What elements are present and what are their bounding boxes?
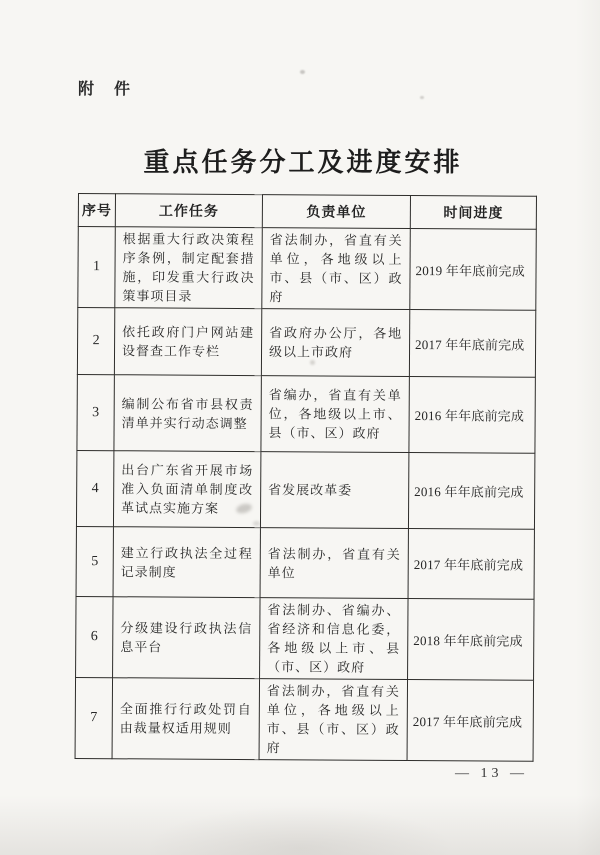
row-unit: 省法制办、省编办、省经济和信息化委，各地级以上市、县（市、区）政府 <box>260 598 408 680</box>
row-deadline: 2016 年年底前完成 <box>408 453 534 530</box>
row-number: 3 <box>77 374 114 450</box>
row-unit: 省发展改革委 <box>260 452 408 529</box>
row-deadline: 2018 年年底前完成 <box>408 599 534 681</box>
table-row <box>77 308 535 378</box>
row-number: 5 <box>76 526 113 596</box>
scan-artifact-dot <box>300 70 305 74</box>
row-deadline: 2017 年年底前完成 <box>407 680 533 762</box>
header-serial-number: 序号 <box>78 194 115 227</box>
table-row <box>76 596 534 680</box>
header-time-schedule: 时间进度 <box>410 196 536 230</box>
row-deadline: 2016 年年底前完成 <box>409 377 535 454</box>
scan-artifact-dot <box>420 96 424 99</box>
row-number: 7 <box>75 677 112 758</box>
row-task: 出台广东省开展市场准入负面清单制度改革试点实施方案 <box>113 451 260 528</box>
task-table-container <box>75 193 537 762</box>
row-task: 分级建设行政执法信息平台 <box>113 597 260 679</box>
page-number: — 13 — <box>455 766 528 781</box>
row-task: 建立行政执法全过程记录制度 <box>113 527 260 598</box>
header-responsible-unit: 负责单位 <box>262 195 410 229</box>
row-task: 编制公布省市县权责清单并实行动态调整 <box>114 375 261 452</box>
header-work-task: 工作任务 <box>115 194 262 228</box>
table-row <box>76 526 534 599</box>
row-task: 全面推行行政处罚自由裁量权适用规则 <box>112 678 259 760</box>
row-unit: 省法制办，省直有关单位，各地级以上市、县（市、区）政府 <box>259 679 407 761</box>
row-number: 1 <box>78 227 115 308</box>
row-deadline: 2017 年年底前完成 <box>409 310 535 378</box>
table-row <box>77 374 535 453</box>
row-task: 根据重大行政决策程序条例，制定配套措施，印发重大行政决策事项目录 <box>115 227 262 309</box>
table-row <box>76 450 534 529</box>
table-row <box>78 227 536 311</box>
row-number: 6 <box>76 596 113 677</box>
table-header-row <box>78 194 536 230</box>
row-unit: 省法制办，省直有关单位 <box>260 528 408 599</box>
row-deadline: 2019 年年底前完成 <box>410 229 536 311</box>
task-table <box>75 193 537 762</box>
row-unit: 省法制办，省直有关单位，各地级以上市、县（市、区）政府 <box>262 228 410 310</box>
row-unit: 省政府办公厅，各地级以上市政府 <box>261 309 409 377</box>
row-unit: 省编办，省直有关单位，各地级以上市、县（市、区）政府 <box>261 376 409 453</box>
page-title: 重点任务分工及进度安排 <box>143 147 463 177</box>
row-number: 2 <box>77 308 114 375</box>
row-number: 4 <box>76 450 113 526</box>
table-row <box>75 677 533 761</box>
attachment-label: 附 件 <box>78 81 133 98</box>
row-task: 依托政府门户网站建设督查工作专栏 <box>114 308 261 376</box>
row-deadline: 2017 年年底前完成 <box>408 529 534 600</box>
